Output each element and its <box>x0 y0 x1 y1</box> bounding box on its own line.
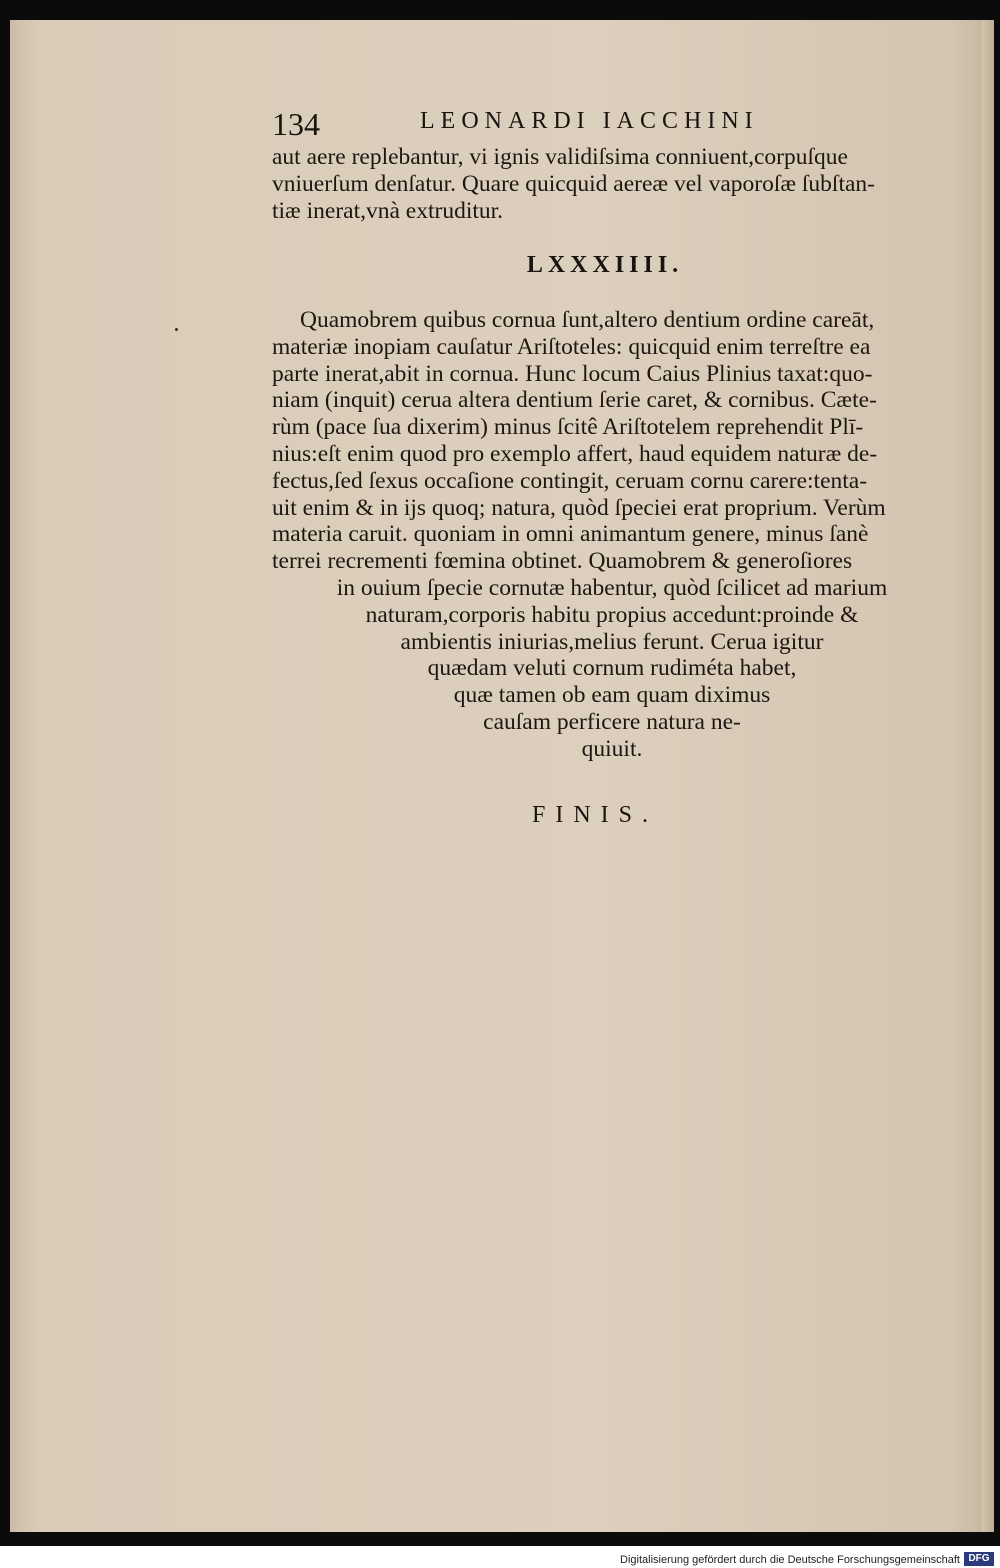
body-paragraph <box>272 307 952 575</box>
text-line: ambientis iniurias,melius ferunt. Cerua igitur <box>400 628 824 655</box>
finis-mark: FINIS. <box>532 802 659 828</box>
text-line: materia caruit. quoniam in omni animantum genere, minus ſanè <box>272 521 869 548</box>
text-line: nius:eſt enim quod pro exemplo affert, haud equidem naturæ de- <box>272 440 878 467</box>
text-line: quiuit. <box>581 735 643 762</box>
text-line: tiæ inerat,vnà extruditur. <box>272 197 504 224</box>
text-line: aut aere replebantur, vi ignis validiſsima conniuent,corpuſque <box>272 144 848 170</box>
text-line: parte inerat,abit in cornua. Hunc locum Caius Plinius taxat:quo- <box>272 360 873 387</box>
text-line: vniuerſum denſatur. Quare quicquid aereæ vel vaporoſæ ſubſtan- <box>272 170 875 197</box>
text-line: in ouium ſpecie cornutæ habentur, quòd ſcilicet ad marium <box>336 575 888 601</box>
text-line: niam (inquit) cerua altera dentium ſerie caret, & cornibus. Cæte- <box>272 387 877 414</box>
text-line: quæ tamen ob eam quam diximus <box>453 682 771 709</box>
dfg-logo-icon: DFG <box>964 1552 994 1566</box>
section-heading: LXXXIIII. <box>526 252 684 278</box>
page-edge <box>982 20 994 1532</box>
ink-speck <box>175 328 178 331</box>
digitization-credit: Digitalisierung gefördert durch die Deutsche Forschungsgemeinschaft <box>620 1554 960 1566</box>
page-header <box>272 106 832 146</box>
text-line: cauſam perficere natura ne- <box>483 708 741 735</box>
text-line: fectus,ſed ſexus occaſione contingit, ceruam cornu carere:tenta- <box>272 467 868 494</box>
text-line: Quamobrem quibus cornua ſunt,altero dentium ordine careāt, <box>300 307 875 333</box>
text-line: quædam veluti cornum rudiméta habet, <box>427 655 797 682</box>
text-line: uit enim & in ijs quoq; natura, quòd ſpeciei erat proprium. Verùm <box>272 494 886 521</box>
text-line: materiæ inopiam cauſatur Ariſtoteles: quicquid enim terreſtre ea <box>272 333 871 360</box>
continuation-paragraph <box>272 144 952 224</box>
page-number: 134 <box>272 106 320 142</box>
text-line: terrei recrementi fœmina obtinet. Quamobrem & generoſiores <box>272 548 853 575</box>
book-page <box>10 20 994 1532</box>
text-line: rùm (pace ſua dixerim) minus ſcitê Ariſtotelem reprehendit Plī- <box>272 414 864 441</box>
text-line: naturam,corporis habitu propius accedunt:proinde & <box>365 601 859 628</box>
running-head: LEONARDI IACCHINI <box>420 108 759 134</box>
tapered-conclusion <box>272 575 952 763</box>
